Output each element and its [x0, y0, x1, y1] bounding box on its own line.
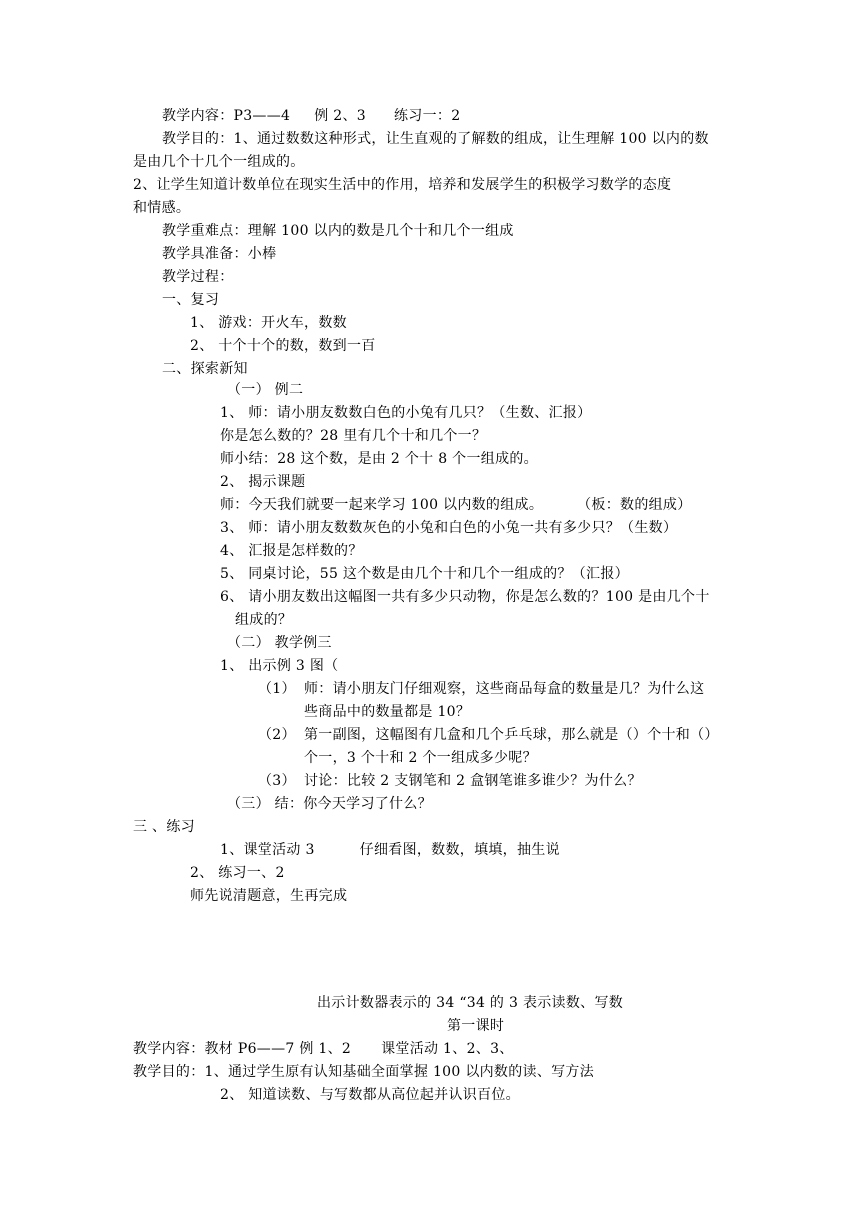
- part-one-item-3: 3、 师：请小朋友数数灰色的小兔和白色的小兔一共有多少只？（生数）: [220, 520, 678, 536]
- part-one-item-2-detail: [220, 495, 692, 515]
- practice-item-2: 2、 练习一、2: [190, 865, 285, 881]
- question-3-number: （3）: [258, 773, 296, 789]
- part-one-item-2-text: 师：今天我们就要一起来学习 100 以内数的组成。: [220, 497, 544, 513]
- lesson-two-content: 教学内容：教材 P6——7 例 1、2: [133, 1041, 352, 1057]
- part-two-heading: （二） 教学例三: [227, 635, 332, 651]
- board-note: （板：数的组成）: [577, 497, 692, 513]
- teaching-goal-line-4: 和情感。: [133, 200, 191, 216]
- lesson-two-goal-2: 2、 知道读数、与写数都从高位起并认识百位。: [220, 1087, 520, 1103]
- part-one-item-6: 6、 请小朋友数出这幅图一共有多少只动物，你是怎么数的？100 是由几个十: [220, 589, 710, 605]
- section-review-heading: 一、复习: [162, 292, 220, 308]
- lesson-two-heading: 出示计数器表示的 34 “34 的 3 表示读数、写数: [317, 995, 624, 1011]
- section-explore-heading: 二、探索新知: [162, 361, 248, 377]
- part-one-item-1-summary: 师小结：28 这个数，是由 2 个十 8 个一组成的。: [220, 451, 538, 467]
- question-1-number: （1）: [258, 681, 296, 697]
- practice-note: 师先说清题意，生再完成: [190, 888, 348, 904]
- lesson-two-activity: 课堂活动 1、2、3、: [381, 1041, 514, 1057]
- lesson-two-subtitle: 第一课时: [447, 1018, 505, 1034]
- part-one-heading: （一） 例二: [227, 382, 304, 398]
- part-one-item-6-cont: 组成的？: [235, 612, 293, 628]
- review-item-1: 1、 游戏：开火车，数数: [190, 315, 347, 331]
- teaching-tools: 教学具准备：小棒: [162, 246, 277, 262]
- teaching-content-line: [162, 106, 460, 126]
- part-three-heading: （三） 结：你今天学习了什么？: [227, 796, 432, 812]
- question-1-text: 师：请小朋友门仔细观察，这些商品每盒的数量是几？为什么这: [304, 681, 705, 697]
- question-2-number: （2）: [258, 727, 296, 743]
- teaching-goal-line-2: 是由几个十几个一组成的。: [133, 154, 305, 170]
- part-one-item-1-question: 你是怎么数的？28 里有几个十和几个一？: [220, 428, 487, 444]
- question-2-text-cont: 个一，3 个十和 2 个一组成多少呢？: [304, 750, 537, 766]
- teaching-goal-line-3: 2、让学生知道计数单位在现实生活中的作用，培养和发展学生的积极学习数学的态度: [133, 177, 672, 193]
- practice-item-1-label: 1、课堂活动 3: [220, 842, 315, 858]
- teaching-content: 教学内容：P3——4: [162, 108, 291, 124]
- section-practice-heading: 三 、练习: [133, 819, 195, 835]
- question-2-text: 第一副图，这幅图有几盒和几个乒乓球，那么就是（）个十和（）: [304, 727, 719, 743]
- question-1-text-cont: 些商品中的数量都是 10？: [304, 704, 471, 720]
- teaching-content-exercise: 练习一：2: [394, 108, 461, 124]
- lesson-two-content-line: [133, 1039, 514, 1059]
- part-one-item-5: 5、 同桌讨论，55 这个数是由几个十和几个一组成的？（汇报）: [220, 566, 629, 582]
- teaching-goal-line-1: 教学目的：1、通过数数这种形式，让生直观的了解数的组成，让生理解 100 以内的数: [162, 131, 709, 147]
- question-3-text: 讨论：比较 2 支钢笔和 2 盒钢笔谁多谁少？为什么？: [304, 773, 642, 789]
- teaching-process-label: 教学过程：: [162, 269, 234, 285]
- review-item-2: 2、 十个十个的数，数到一百: [190, 338, 376, 354]
- practice-item-1: [220, 840, 560, 860]
- part-two-item-1: 1、 出示例 3 图（: [220, 658, 339, 674]
- teaching-content-example: 例 2、3: [314, 108, 366, 124]
- teaching-key-points: 教学重难点：理解 100 以内的数是几个十和几个一组成: [162, 223, 514, 239]
- lesson-two-goal-1: 教学目的：1、通过学生原有认知基础全面掌握 100 以内数的读、写方法: [133, 1064, 595, 1080]
- part-one-item-1: 1、 师：请小朋友数数白色的小兔有几只？（生数、汇报）: [220, 405, 592, 421]
- part-one-item-4: 4、 汇报是怎样数的？: [220, 543, 363, 559]
- part-one-item-2: 2、 揭示课题: [220, 474, 306, 490]
- practice-item-1-detail: 仔细看图，数数，填填，抽生说: [359, 842, 560, 858]
